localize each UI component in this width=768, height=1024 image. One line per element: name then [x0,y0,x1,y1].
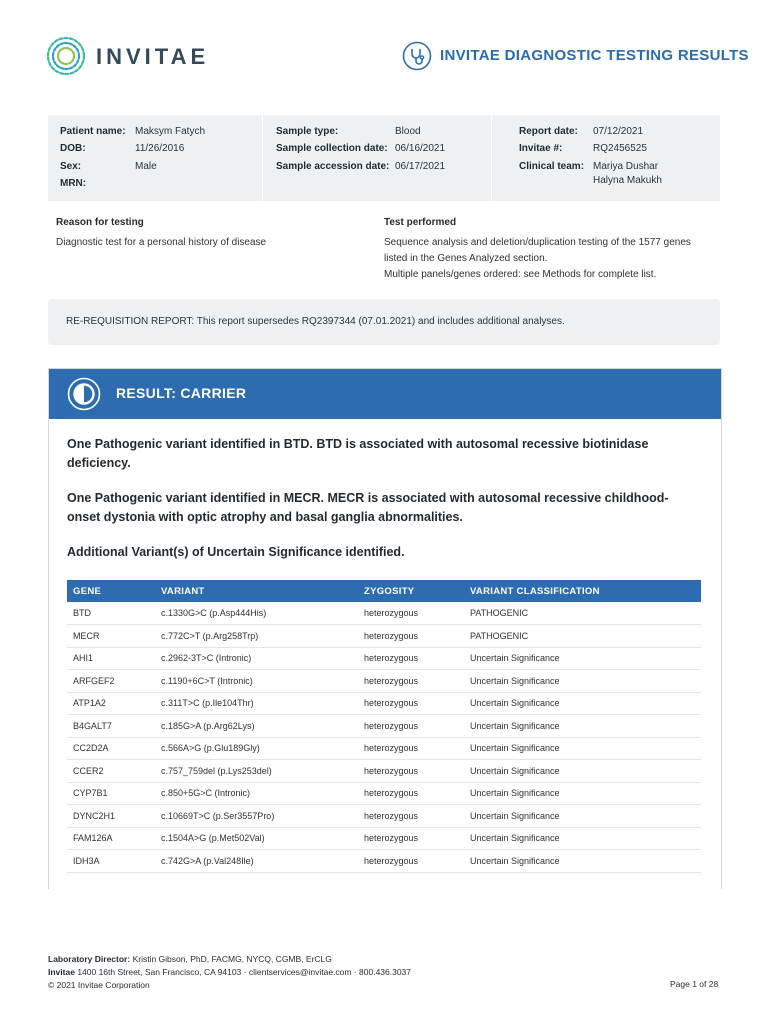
gene-cell: B4GALT7 [73,720,112,731]
table-header [67,580,701,602]
dob-value: 11/26/2016 [135,143,185,154]
classification-cell: Uncertain Significance [470,743,560,753]
zygosity-cell: heterozygous [364,765,419,776]
variant-cell: c.311T>C (p.Ile104Thr) [161,698,254,708]
clinical-team-member-1: Mariya Dushar [593,161,659,172]
director-name: Kristin Gibson, PhD, FACMG, NYCQ, CGMB, ErCLG [132,954,332,964]
zygosity-cell: heterozygous [364,833,419,843]
classification-cell: Uncertain Significance [470,698,560,708]
table-row [67,647,701,670]
zygosity-cell: heterozygous [364,630,419,641]
mrn-label: MRN: [60,178,87,189]
variant-cell: c.742G>A (p.Val248Ile) [161,855,254,866]
classification-cell: Uncertain Significance [470,653,560,663]
sample-type-label: Sample type: [276,126,339,137]
classification-cell: Uncertain Significance [470,810,560,821]
zygosity-cell: heterozygous [364,743,419,753]
table-row [67,850,701,873]
classification-cell: Uncertain Significance [470,833,560,843]
variant-cell: c.757_759del (p.Lys253del) [161,765,272,776]
table-row [67,805,701,828]
classification-cell: Uncertain Significance [470,855,560,866]
accession-date-value: 06/17/2021 [395,161,446,172]
invitae-number-value: RQ2456525 [593,143,647,154]
gene-cell: CYP7B1 [73,788,108,798]
gene-cell: CCER2 [73,765,104,776]
finding-2-line-2: onset dystonia with optic atrophy and basal ganglia abnormalities. [67,510,463,524]
footer-director-line [48,953,411,966]
page-number: Page 1 of 28 [670,979,719,989]
sex-label: Sex: [60,161,82,172]
report-title: INVITAE DIAGNOSTIC TESTING RESULTS [440,47,749,64]
table-row [67,737,701,760]
collection-date-label: Sample collection date: [276,143,388,154]
stethoscope-icon [402,41,432,71]
gene-cell: DYNC2H1 [73,810,116,821]
variant-cell: c.1330G>C (p.Asp444His) [161,608,267,618]
classification-cell: Uncertain Significance [470,720,560,731]
half-circle-icon [67,377,101,411]
rerequisition-text: RE-REQUISITION REPORT: This report supersedes RQ2397344 (07.01.2021) and includes additional analyses. [66,316,565,327]
variant-cell: c.2962-3T>C (Intronic) [161,653,252,663]
classification-cell: Uncertain Significance [470,765,560,776]
header-zygosity: ZYGOSITY [364,586,415,597]
test-performed-heading: Test performed [384,217,457,228]
table-row [67,715,701,738]
reason-text: Diagnostic test for a personal history of disease [56,237,267,248]
test-performed-line-2: listed in the Genes Analyzed section. [384,253,548,264]
result-title: RESULT: CARRIER [116,385,247,401]
classification-cell: Uncertain Significance [470,788,560,798]
sex-value: Male [135,161,157,172]
footer-address-line [48,966,411,979]
classification-cell: PATHOGENIC [470,630,529,641]
gene-cell: FAM126A [73,833,113,843]
test-performed-line-3: Multiple panels/genes ordered: see Methods for complete list. [384,269,657,280]
finding-2-line-1: One Pathogenic variant identified in MECR. MECR is associated with autosomal recessive childhood- [67,491,669,505]
sample-type-value: Blood [395,126,421,137]
invitae-number-label: Invitae #: [519,143,563,154]
table-row [67,782,701,805]
company-name: Invitae [48,967,75,977]
report-date-label: Report date: [519,126,578,137]
header-gene: GENE [73,586,102,597]
patient-column [48,115,263,201]
invitae-logo-icon [45,35,87,77]
variant-cell: c.850+5G>C (Intronic) [161,788,251,798]
gene-cell: AHI1 [73,653,94,663]
footer [48,953,411,992]
test-performed-line-1: Sequence analysis and deletion/duplication testing of the 1577 genes [384,237,691,248]
result-header [49,369,721,419]
zygosity-cell: heterozygous [364,788,419,798]
clinical-team-label: Clinical team: [519,161,585,172]
classification-cell: Uncertain Significance [470,675,560,686]
table-row [67,692,701,715]
gene-cell: CC2D2A [73,743,109,753]
zygosity-cell: heterozygous [364,855,419,866]
result-card [48,368,722,889]
variant-cell: c.1504A>G (p.Met502Val) [161,833,265,843]
reason-heading: Reason for testing [56,217,144,228]
accession-date-label: Sample accession date: [276,161,390,172]
patient-info-panel [48,115,720,201]
zygosity-cell: heterozygous [364,675,419,686]
clinical-team-member-2: Halyna Makukh [593,175,662,186]
variant-cell: c.10669T>C (p.Ser3557Pro) [161,810,275,821]
sample-column [263,115,492,201]
copyright: © 2021 Invitae Corporation [48,980,150,990]
zygosity-cell: heterozygous [364,720,419,731]
variant-cell: c.1190+6C>T (Intronic) [161,675,253,686]
report-column [492,115,720,201]
patient-name-value: Maksym Fatych [135,126,206,137]
gene-cell: MECR [73,630,100,641]
finding-1-line-2: deficiency. [67,456,131,470]
report-date-value: 07/12/2021 [593,126,644,137]
table-row [67,827,701,850]
zygosity-cell: heterozygous [364,698,419,708]
gene-cell: ATP1A2 [73,698,106,708]
director-label: Laboratory Director: [48,954,131,964]
logo-wordmark: INVITAE [96,44,210,69]
header-variant: VARIANT [161,586,205,597]
gene-cell: IDH3A [73,855,100,866]
collection-date-value: 06/16/2021 [395,143,446,154]
gene-cell: ARFGEF2 [73,675,115,686]
table-row [67,602,701,625]
variant-cell: c.185G>A (p.Arg62Lys) [161,720,255,731]
table-row [67,625,701,648]
variant-cell: c.772C>T (p.Arg258Trp) [161,630,259,641]
table-row [67,670,701,693]
classification-cell: PATHOGENIC [470,608,529,618]
dob-label: DOB: [60,143,86,154]
company-address: 1400 16th Street, San Francisco, CA 94103 · clientservices@invitae.com · 800.436.3037 [77,967,412,977]
variant-cell: c.566A>G (p.Glu189Gly) [161,743,260,753]
zygosity-cell: heterozygous [364,608,419,618]
table-row [67,760,701,783]
gene-cell: BTD [73,608,91,618]
finding-1-line-1: One Pathogenic variant identified in BTD. BTD is associated with autosomal recessive biotinidase [67,437,649,451]
zygosity-cell: heterozygous [364,810,419,821]
zygosity-cell: heterozygous [364,653,419,663]
patient-name-label: Patient name: [60,126,126,137]
rerequisition-notice [48,299,720,345]
finding-3: Additional Variant(s) of Uncertain Significance identified. [67,545,405,559]
header-classification: VARIANT CLASSIFICATION [470,586,600,597]
